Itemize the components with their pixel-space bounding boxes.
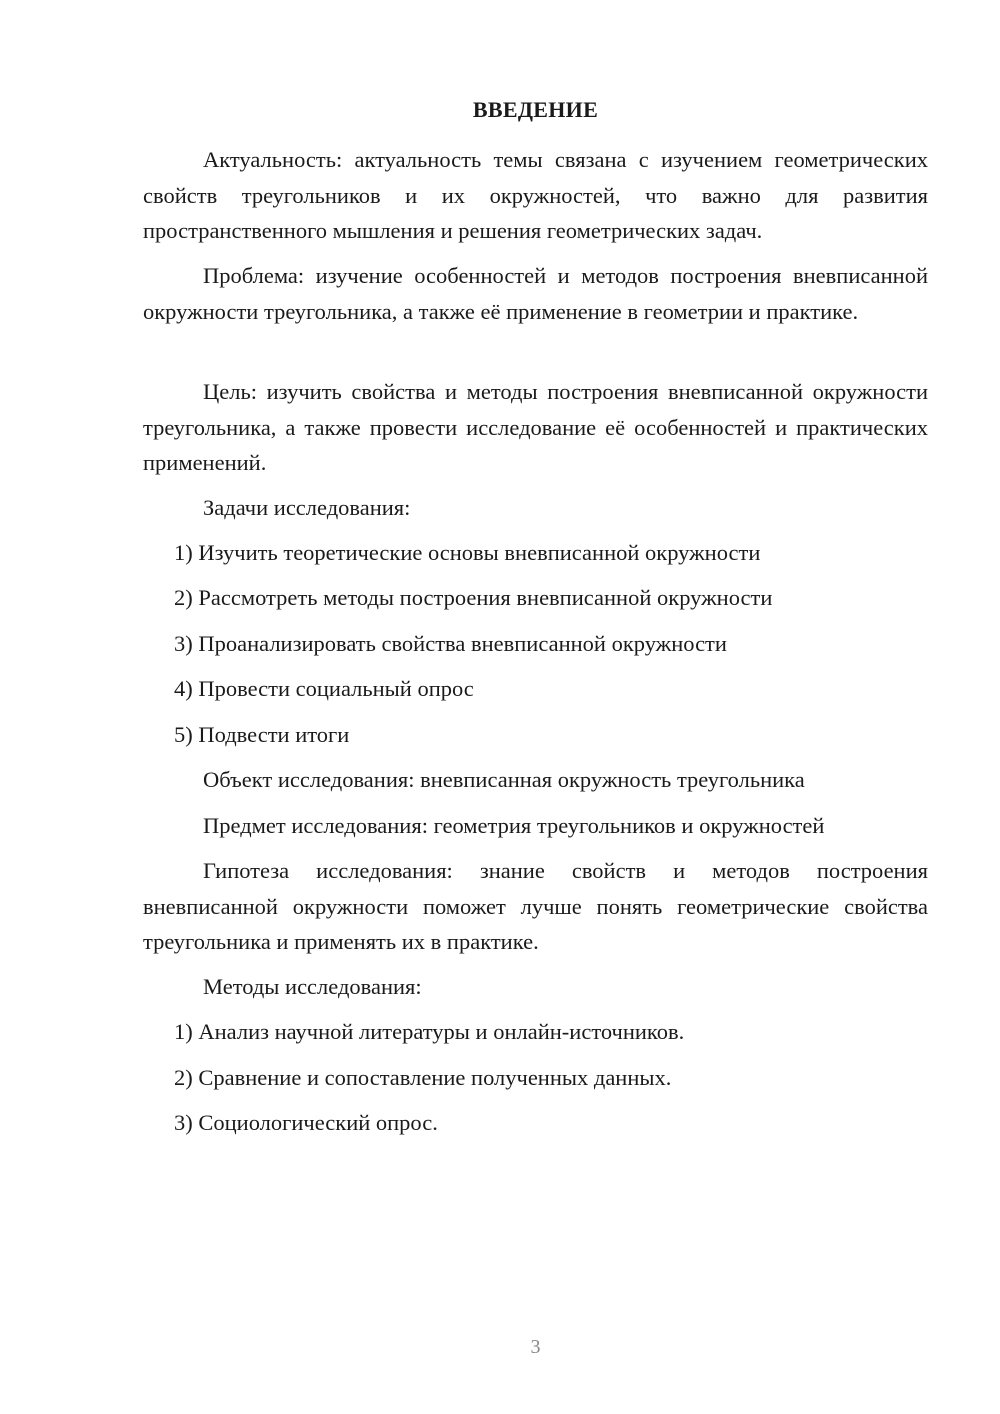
method-item: 2) Сравнение и сопоставление полученных данных. <box>174 1065 672 1090</box>
task-item: 5) Подвести итоги <box>174 722 350 747</box>
tasks-heading: Задачи исследования: <box>203 495 411 520</box>
hypothesis-paragraph: Гипотеза исследования: знание свойств и методов построения вневписанной окружности поможет лучше понять геометрические свойства треугольника и применять их в практике. <box>143 858 928 954</box>
document-page <box>143 0 928 1414</box>
section-title: ВВЕДЕНИЕ <box>472 97 599 122</box>
page-number: 3 <box>530 1336 541 1358</box>
problem-paragraph: Проблема: изучение особенностей и методов построения вневписанной окружности треугольника, а также её применение в геометрии и практике. <box>143 263 928 324</box>
relevance-paragraph: Актуальность: актуальность темы связана с изучением геометрических свойств треугольников и их окружностей, что важно для развития пространственного мышления и решения геометрических задач. <box>143 147 928 243</box>
object-paragraph: Объект исследования: вневписанная окружность треугольника <box>203 767 805 792</box>
task-item: 2) Рассмотреть методы построения вневписанной окружности <box>174 585 773 610</box>
method-item: 1) Анализ научной литературы и онлайн-источников. <box>174 1019 685 1044</box>
task-item: 3) Проанализировать свойства вневписанной окружности <box>174 631 727 656</box>
methods-heading: Методы исследования: <box>203 974 422 999</box>
goal-paragraph: Цель: изучить свойства и методы построения вневписанной окружности треугольника, а также провести исследование её особенностей и практических применений. <box>143 379 928 475</box>
method-item: 3) Социологический опрос. <box>174 1110 438 1135</box>
task-item: 1) Изучить теоретические основы вневписанной окружности <box>174 540 761 565</box>
subject-paragraph: Предмет исследования: геометрия треугольников и окружностей <box>203 813 825 838</box>
task-item: 4) Провести социальный опрос <box>174 676 474 701</box>
